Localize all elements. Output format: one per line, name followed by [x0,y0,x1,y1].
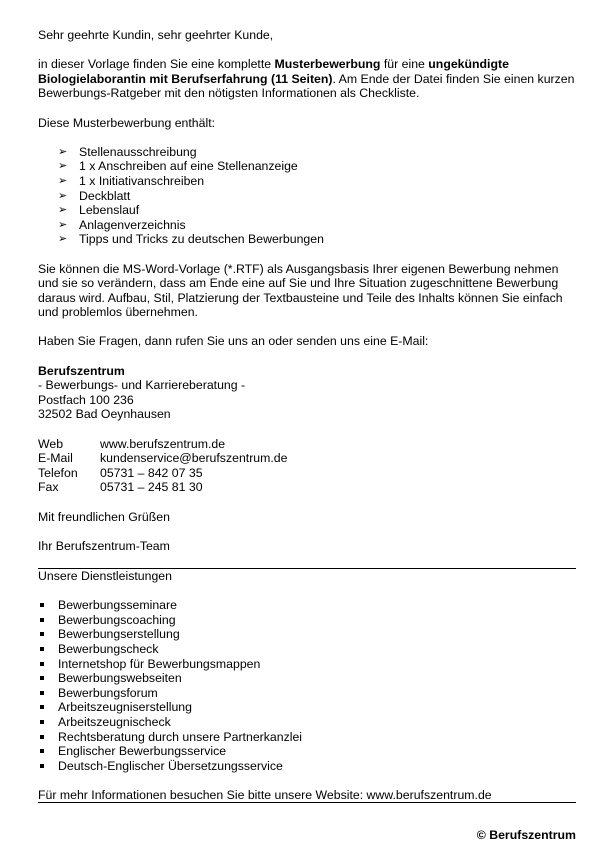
square-bullet-icon [40,618,44,622]
email-link[interactable]: kundenservice@berufszentrum.de [100,451,288,466]
intro-bold-target: ungekündigte Biologielaborantin mit Berufserfahrung (11 Seiten) [38,57,509,86]
list-item: Bewerbungserstellung [38,627,576,642]
square-bullet-icon [40,603,44,607]
arrow-bullet-icon: ➢ [58,145,68,158]
usage-paragraph: Sie können die MS-Word-Vorlage (*.RTF) als Ausgangsbasis Ihrer eigenen Bewerbung nehmen und sie so verändern, dass am Ende eine auf Sie und Ihre Situation zugeschnittene Bewerbung daraus wird. Aufbau, Stil, Platzierung der Textbausteine und Teile des Inhalts können Sie einfach und problemlos übernehmen. [38,261,563,320]
fax-value: 05731 – 245 81 30 [100,480,203,495]
square-bullet-icon [40,720,44,724]
list-item: ➢ 1 x Anschreiben auf eine Stellenanzeige [58,159,298,174]
intro-mid: für eine [380,57,429,72]
phone-value: 05731 – 842 07 35 [100,465,203,480]
square-bullet-icon [40,676,44,680]
signature: Ihr Berufszentrum-Team [38,538,170,553]
contains-list [38,145,576,247]
list-item: Internetshop für Bewerbungsmappen [38,657,576,672]
list-item: Bewerbungscoaching [38,613,576,628]
square-bullet-icon [40,632,44,636]
list-item: Arbeitszeugniserstellung [38,700,576,715]
list-item: Bewerbungsforum [38,686,576,701]
arrow-bullet-icon: ➢ [58,233,68,246]
contact-row-fax: Fax 05731 – 245 81 30 [38,480,287,495]
arrow-bullet-icon: ➢ [58,174,68,187]
square-bullet-icon [40,691,44,695]
contact-row-phone: Telefon 05731 – 842 07 35 [38,466,287,481]
square-bullet-icon [40,749,44,753]
square-bullet-icon [40,647,44,651]
intro-post: . Am Ende der Datei finden Sie einen kurzen Bewerbungs-Ratgeber mit den nötigsten Informationen als Checkliste. [38,71,575,101]
company-name: Berufszentrum [38,363,125,378]
greeting: Sehr geehrte Kundin, sehr geehrter Kunde, [38,28,274,42]
web-link[interactable]: www.berufszentrum.de [100,436,226,451]
list-item: Arbeitszeugnischeck [38,715,576,730]
contact-row-email: E-Mail kundenservice@berufszentrum.de [38,451,288,466]
arrow-bullet-icon: ➢ [58,160,68,173]
square-bullet-icon [40,764,44,768]
divider [38,802,576,803]
contains-heading: Diese Musterbewerbung enthält: [38,115,216,130]
copyright-notice: © Berufszentrum [476,828,576,842]
list-item: ➢ 1 x Initiativanschreiben [58,173,205,188]
document-page [38,28,576,803]
contact-row-web: Web www.berufszentrum.de [38,437,287,452]
list-item: ➢ Lebenslauf [58,203,140,218]
address-line: - Bewerbungs- und Karriereberatung - [38,378,246,393]
services-heading: Unsere Dienstleistungen [38,568,172,583]
list-item: ➢ Deckblatt [58,188,131,203]
list-item: Bewerbungscheck [38,642,576,657]
arrow-bullet-icon: ➢ [58,218,68,231]
list-item: Englischer Bewerbungsservice [38,744,576,759]
closing: Mit freundlichen Grüßen [38,509,170,524]
address-line: Postfach 100 236 [38,392,134,407]
contact-table [38,437,287,495]
list-item: Deutsch-Englischer Übersetzungsservice [38,759,576,774]
square-bullet-icon [40,662,44,666]
list-item: Bewerbungswebseiten [38,671,576,686]
arrow-bullet-icon: ➢ [58,189,68,202]
services-list [38,598,576,773]
arrow-bullet-icon: ➢ [58,204,68,217]
intro-bold-product: Musterbewerbung [274,57,381,72]
list-item: Bewerbungsseminare [38,598,576,613]
more-info-text: Für mehr Informationen besuchen Sie bitte unsere Website: www.berufszentrum.de [38,787,492,802]
square-bullet-icon [40,705,44,709]
square-bullet-icon [40,735,44,739]
list-item: ➢ Anlagenverzeichnis [58,217,186,232]
address-line: 32502 Bad Oeynhausen [38,407,171,422]
list-item: ➢ Stellenausschreibung [58,144,197,159]
address-block [38,364,576,422]
list-item: Rechtsberatung durch unsere Partnerkanzlei [38,730,576,745]
intro-pre: in dieser Vorlage finden Sie eine komplette [38,57,275,72]
questions-paragraph: Haben Sie Fragen, dann rufen Sie uns an oder senden uns eine E-Mail: [38,334,429,349]
intro-paragraph [38,57,576,101]
list-item: ➢ Tipps und Tricks zu deutschen Bewerbungen [58,232,324,247]
